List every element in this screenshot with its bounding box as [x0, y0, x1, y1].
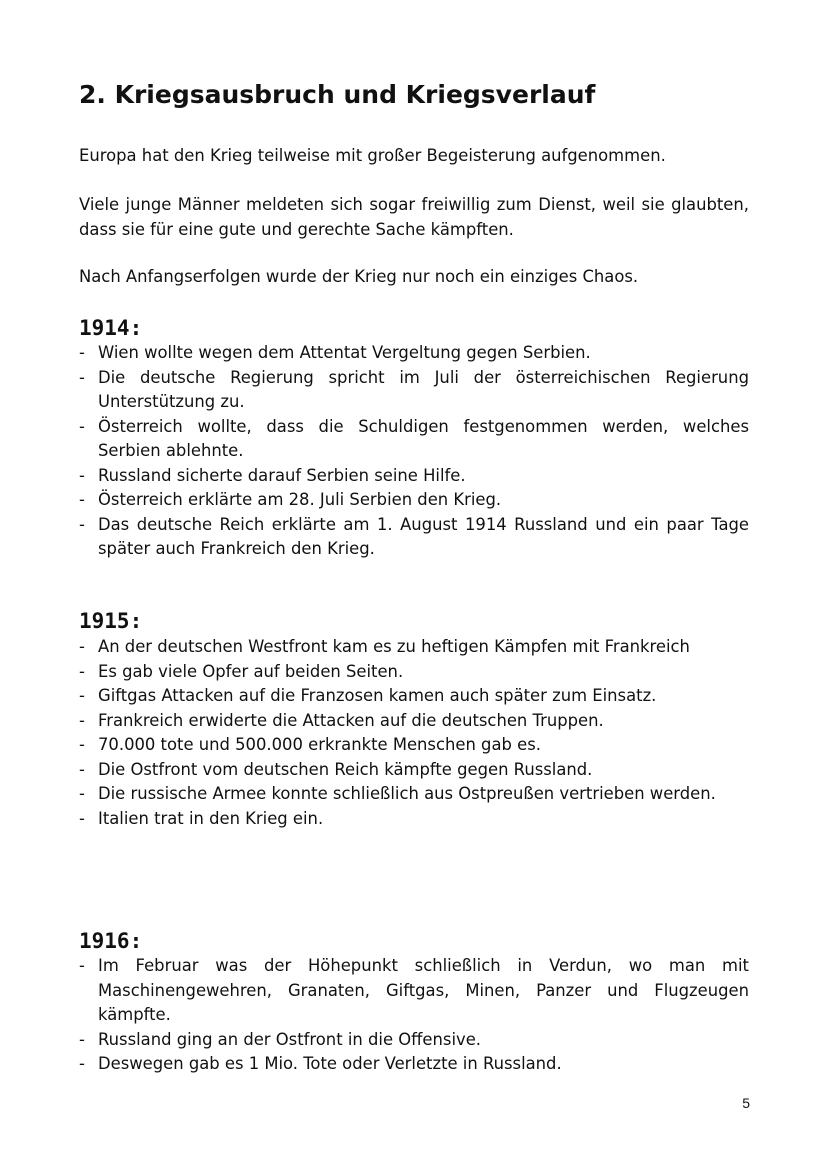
intro-paragraph-3: Nach Anfangserfolgen wurde der Krieg nur noch ein einziges Chaos. — [79, 267, 639, 286]
list-item — [79, 1028, 749, 1053]
list-item — [79, 366, 749, 415]
list-item — [79, 464, 749, 489]
list-item-text: Österreich wollte, dass die Schuldigen festgenommen werden, welches Serbien ablehnte. — [98, 416, 749, 460]
dash-bullet: - — [79, 808, 85, 828]
section-heading-1916: 1916: — [79, 929, 143, 953]
dash-bullet: - — [79, 343, 85, 362]
list-item-text: Frankreich erwiderte die Attacken auf die deutschen Truppen. — [98, 710, 604, 730]
dash-bullet: - — [79, 710, 85, 730]
list-item — [79, 684, 749, 709]
list-item-text: Die deutsche Regierung spricht im Juli der österreichischen Regierung Unterstützung zu. — [98, 367, 749, 411]
list-item — [79, 660, 749, 685]
list-item-text: Im Februar was der Höhepunkt schließlich in Verdun, wo man mit Maschinengewehren, Granaten, Giftgas, Minen, Panzer und Flugzeugen kämpfte. — [98, 956, 749, 1024]
intro-paragraph-2: Viele junge Männer meldeten sich sogar freiwillig zum Dienst, weil sie glaubten, dass sie für eine gute und gerechte Sache kämpften. — [79, 195, 749, 239]
dash-bullet: - — [79, 1029, 85, 1049]
list-item — [79, 954, 749, 1028]
list-item-text: Deswegen gab es 1 Mio. Tote oder Verletzte in Russland. — [98, 1054, 562, 1073]
dash-bullet: - — [79, 661, 85, 681]
list-item-text: 70.000 tote und 500.000 erkrankte Menschen gab es. — [98, 735, 541, 754]
list-item — [79, 709, 749, 734]
bullet-list-1914 — [79, 341, 749, 562]
list-item-text: An der deutschen Westfront kam es zu heftigen Kämpfen mit Frankreich — [98, 637, 690, 656]
list-item-text: Wien wollte wegen dem Attentat Vergeltung gegen Serbien. — [98, 343, 591, 362]
list-item-text: Österreich erklärte am 28. Juli Serbien den Krieg. — [98, 490, 502, 509]
list-item-text: Italien trat in den Krieg ein. — [98, 808, 324, 828]
page-title: 2. Kriegsausbruch und Kriegsverlauf — [79, 80, 596, 109]
list-item-text: Die russische Armee konnte schließlich aus Ostpreußen vertrieben werden. — [98, 784, 716, 803]
dash-bullet: - — [79, 686, 85, 705]
section-heading-1915: 1915: — [79, 609, 143, 633]
list-item — [79, 1052, 749, 1077]
intro-paragraph-1: Europa hat den Krieg teilweise mit großer Begeisterung aufgenommen. — [79, 146, 666, 165]
list-item — [79, 341, 749, 366]
dash-bullet: - — [79, 637, 85, 656]
dash-bullet: - — [79, 735, 85, 754]
page-number: 5 — [742, 1095, 750, 1111]
bullet-list-1916 — [79, 954, 749, 1077]
list-item — [79, 733, 749, 758]
list-item-text: Giftgas Attacken auf die Franzosen kamen auch später zum Einsatz. — [98, 686, 657, 705]
list-item-text: Russland sicherte darauf Serbien seine Hilfe. — [98, 465, 466, 485]
dash-bullet: - — [79, 367, 85, 387]
section-heading-1914: 1914: — [79, 316, 143, 340]
list-item — [79, 415, 749, 464]
dash-bullet: - — [79, 490, 85, 509]
list-item-text: Das deutsche Reich erklärte am 1. August 1914 Russland und ein paar Tage später auch Frankreich den Krieg. — [98, 514, 749, 558]
dash-bullet: - — [79, 759, 85, 779]
list-item — [79, 782, 749, 807]
list-item — [79, 513, 749, 562]
bullet-list-1915 — [79, 635, 749, 831]
dash-bullet: - — [79, 956, 85, 975]
dash-bullet: - — [79, 465, 85, 485]
list-item — [79, 758, 749, 783]
dash-bullet: - — [79, 784, 85, 803]
dash-bullet: - — [79, 514, 85, 534]
list-item-text: Es gab viele Opfer auf beiden Seiten. — [98, 661, 404, 681]
list-item — [79, 635, 749, 660]
list-item — [79, 807, 749, 832]
list-item-text: Russland ging an der Ostfront in die Offensive. — [98, 1029, 481, 1049]
dash-bullet: - — [79, 416, 85, 436]
list-item-text: Die Ostfront vom deutschen Reich kämpfte gegen Russland. — [98, 759, 593, 779]
list-item — [79, 488, 749, 513]
dash-bullet: - — [79, 1054, 85, 1073]
